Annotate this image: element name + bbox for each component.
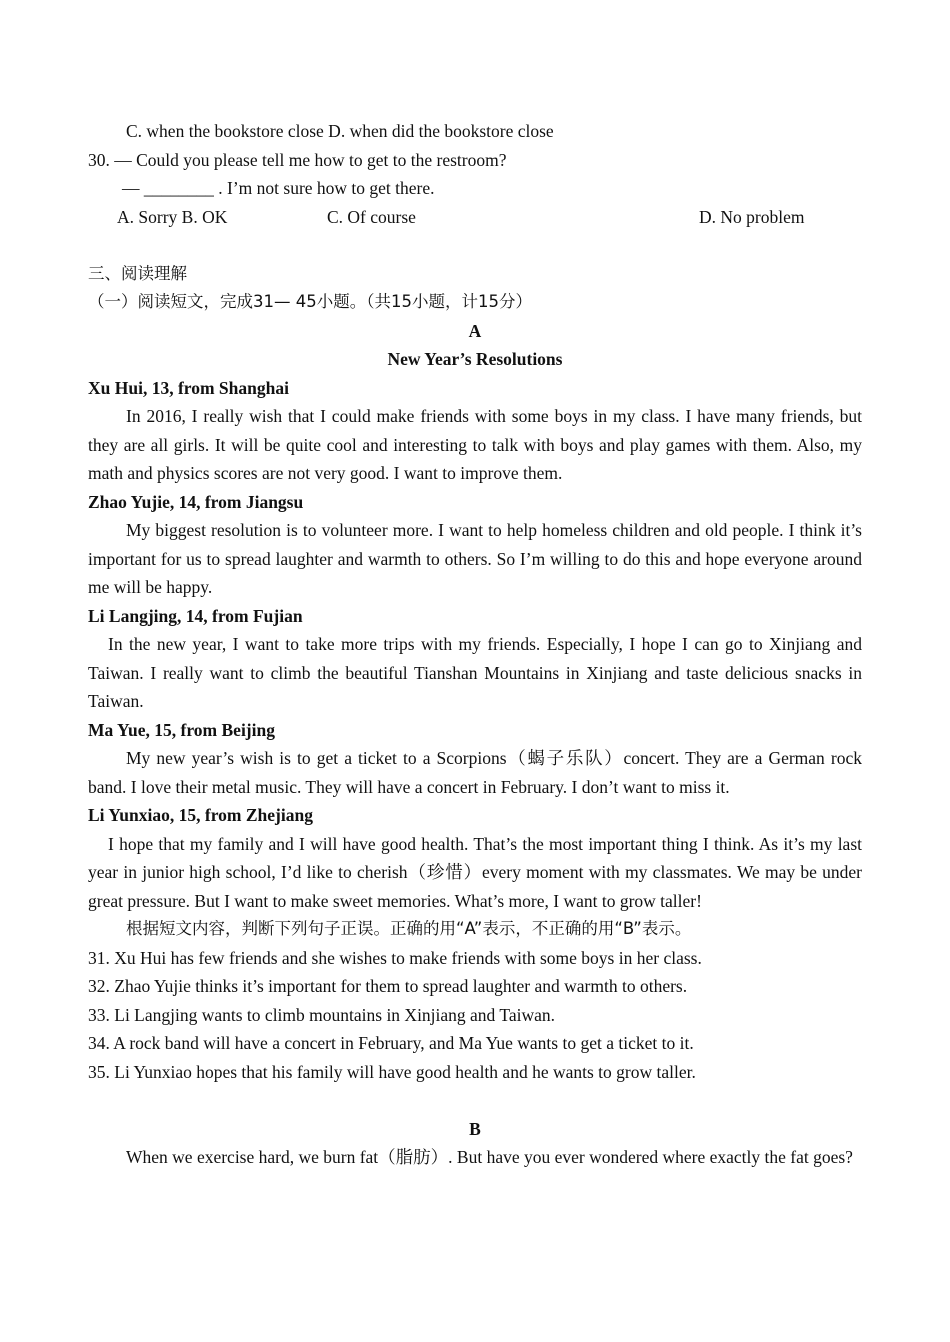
passage-b-letter: B xyxy=(469,1118,481,1139)
person-paragraph: My biggest resolution is to volunteer more. I want to help homeless children and old people. I think it’s important for us to spread laughter and warmth to others. So I’m willing to do this and hope everyone around me will be happy. xyxy=(88,520,862,597)
passage-a-title: New Year’s Resolutions xyxy=(387,349,563,369)
person-paragraph: My new year’s wish is to get a ticket to a Scorpions（蝎子乐队）concert. They are a German rock band. I love their metal music. They will have a concert in February. I don’t want to miss it. xyxy=(88,748,862,797)
person-header: Li Langjing, 14, from Fujian xyxy=(88,605,303,626)
person-header: Zhao Yujie, 14, from Jiangsu xyxy=(88,491,304,512)
q30-option-ab: A. Sorry B. OK xyxy=(117,206,228,227)
section-part-heading: （一）阅读短文，完成31— 45小题。（共15小题，计15分） xyxy=(88,292,532,311)
q30-options xyxy=(88,203,862,232)
question-item: 33. Li Langjing wants to climb mountains in Xinjiang and Taiwan. xyxy=(88,1004,555,1025)
q30-option-c: C. Of course xyxy=(327,206,416,227)
person-header: Xu Hui, 13, from Shanghai xyxy=(88,377,289,398)
judgement-instruction: 根据短文内容，判断下列句子正误。正确的用“A”表示，不正确的用“B”表示。 xyxy=(126,919,692,938)
person-paragraph: I hope that my family and I will have good health. That’s the most important thing I think. As it’s my last year in junior high school, I’d like to cherish（珍惜）every moment with my classmates. We may be under great pressure. But I want to make sweet memories. What’s more, I want to grow taller! xyxy=(88,833,862,911)
question-item: 35. Li Yunxiao hopes that his family will have good health and he wants to grow taller. xyxy=(88,1061,696,1082)
q29-options-cd: C. when the bookstore close D. when did the bookstore close xyxy=(126,121,554,141)
q30-reply: — ________ . I’m not sure how to get there. xyxy=(122,178,435,198)
person-header: Ma Yue, 15, from Beijing xyxy=(88,719,275,740)
person-paragraph: In 2016, I really wish that I could make friends with some boys in my class. I have many friends, but they are all girls. It will be quite cool and interesting to talk with boys and play games with them. Also, my math and physics scores are not very good. I want to improve them. xyxy=(88,406,862,483)
person-header: Li Yunxiao, 15, from Zhejiang xyxy=(88,805,313,825)
q30-question: 30. — Could you please tell me how to get to the restroom? xyxy=(88,149,507,170)
passage-b-paragraph: When we exercise hard, we burn fat（脂肪）. But have you ever wondered where exactly the fat goes? xyxy=(126,1147,853,1167)
question-item: 32. Zhao Yujie thinks it’s important for them to spread laughter and warmth to others. xyxy=(88,976,688,996)
exam-page xyxy=(88,117,862,1172)
passage-a-letter: A xyxy=(468,320,482,341)
section-heading: 三、阅读理解 xyxy=(88,263,187,283)
q30-option-d: D. No problem xyxy=(699,206,805,227)
question-item: 31. Xu Hui has few friends and she wishes to make friends with some boys in her class. xyxy=(88,947,702,968)
question-item: 34. A rock band will have a concert in February, and Ma Yue wants to get a ticket to it. xyxy=(88,1033,694,1053)
person-paragraph: In the new year, I want to take more trips with my friends. Especially, I hope I can go to Xinjiang and Taiwan. I really want to climb the beautiful Tianshan Mountains in Xinjiang and taste delicious snacks in Taiwan. xyxy=(88,634,862,711)
